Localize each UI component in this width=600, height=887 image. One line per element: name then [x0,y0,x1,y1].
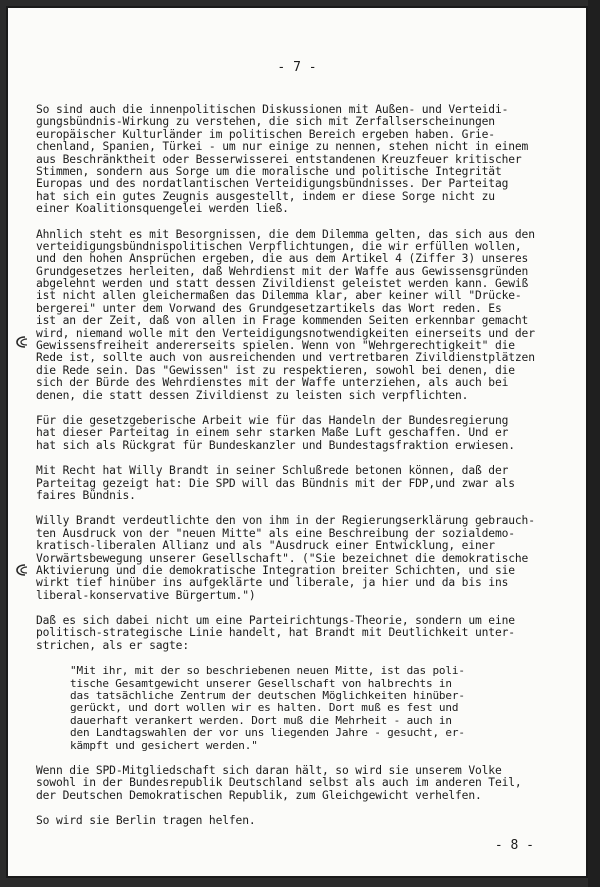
text-line: wird, niemand wolle mit den Verteidigungsnotwendigkeiten einerseits und der [36,327,535,340]
text-line: ten Ausdruck von der "neuen Mitte" als eine Beschreibung der sozialdemo- [36,527,515,540]
paragraph [36,815,564,827]
text-line: faires Bündnis. [36,489,136,502]
text-line: denen, die statt dessen Zivildienst zu leisten sich verpflichten. [36,389,469,402]
text-line: das tatsächliche Zentrum der deutschen Möglichkeiten hinüber- [70,690,465,703]
text-line: gerückt, und dort wollen wir es halten. Dort muß es fest und [70,702,459,715]
text-line: kämpft und gesichert werden." [70,739,258,752]
text-line: politisch-strategische Linie handelt, hat Brandt mit Deutlichkeit unter- [36,627,515,640]
text-line: Stimmen, sondern aus Sorge um die moralische und politische Integrität [36,165,502,178]
text-line: Daß es sich dabei nicht um eine Parteirichtungs-Theorie, sondern um eine [36,615,515,628]
text-line: aus Beschränktheit oder Besserwisserei entstandenen Kreuzfeuer kritischer [36,153,522,166]
text-line: chenland, Spanien, Türkei - um nur einige zu nennen, stehen nicht in einem [36,141,529,154]
paragraph [36,465,564,502]
next-page-indicator: - 8 - [494,838,534,853]
text-line: wirkt tief hinüber ins aufgeklärte und liberale, ja hier und da bis ins [36,577,509,590]
page-number: - 7 - [277,60,317,75]
text-line: sowohl in der Bundesrepublik Deutschland selbst als auch im anderen Teil, [36,777,522,790]
text-line: hat dieser Parteitag in einem sehr starken Maße Luft geschaffen. Und er [36,427,509,440]
text-line: Willy Brandt verdeutlichte den von ihm in der Regierungserklärung gebrauch- [36,515,535,528]
text-line: So sind auch die innenpolitischen Diskussionen mit Außen- und Verteidi- [36,104,509,116]
text-line: Parteitag gezeigt hat: Die SPD will das Bündnis mit der FDP,und zwar als [36,477,515,490]
text-line: gungsbündnis-Wirkung zu verstehen, die sich mit Zerfallserscheinungen [36,116,495,129]
text-line: und den hohen Ansprüchen ergeben, die aus dem Artikel 4 (Ziffer 3) unseres [36,253,529,266]
paragraph [36,515,564,602]
text-line: die Rede sein. Das "Gewissen" ist zu respektieren, sowohl bei denen, die [36,364,515,377]
text-line: den Landtagswahlen der vor uns liegenden Jahre - gesucht, er- [70,727,465,740]
text-line: der Deutschen Demokratischen Republik, zum Gleichgewicht verhelfen. [36,789,482,802]
paragraph [36,765,564,802]
text-line: strichen, als er sagte: [36,639,189,652]
text-line: hat sich als Rückgrat für Bundeskanzler und Bundestagsfraktion erwiesen. [36,439,515,452]
text-line: liberal-konservative Bürgertum.") [36,589,256,602]
margin-mark-icon [14,562,30,578]
text-line: einer Koalitionsquengelei werden ließ. [36,203,289,216]
text-line: ist nicht allen gleichermaßen das Dilemma klar, aber keiner will "Drücke- [36,290,522,303]
text-line: sich der Bürde des Wehrdienstes mit der Waffe unterziehen, als auch bei [36,377,509,390]
text-line: Ähnlich steht es mit Besorgnissen, die dem Dilemma gelten, das sich aus den [36,228,535,241]
margin-mark-icon [14,334,30,350]
text-line: Wenn die SPD-Mitgliedschaft sich daran hält, so wird sie unserem Volke [36,764,502,777]
paragraph [36,415,564,452]
text-line: So wird sie Berlin tragen helfen. [36,815,256,828]
text-line: Vorwärtsbewegung unserer Gesellschaft". ("Sie bezeichnet die demokratische [36,552,529,565]
text-line: dauerhaft verankert werden. Dort muß die Mehrheit - auch in [70,714,452,727]
paragraph [36,229,564,402]
text-line: Für die gesetzgeberische Arbeit wie für das Handeln der Bundesregierung [36,414,509,427]
text-line: hat sich ein gutes Zeugnis ausgestellt, indem er diese Sorge nicht zu [36,190,495,203]
text-line: verteidigungsbündnispolitischen Verpflichtungen, die wir erfüllen wollen, [36,240,522,253]
text-line: "Mit ihr, mit der so beschriebenen neuen Mitte, ist das poli- [70,665,465,678]
text-line: europäischer Kulturländer im politischen Bereich ergeben haben. Grie- [36,128,495,141]
text-line: abgelehnt werden und statt dessen Zivildienst geleistet werden kann. Gewiß [36,278,529,291]
text-line: kratisch-liberalen Allianz und als "Ausdruck einer Entwicklung, einer [36,540,495,553]
text-line: Aktivierung und die demokratische Integration breiter Schichten, und sie [36,564,515,577]
document-page [6,6,588,878]
text-line: Mit Recht hat Willy Brandt in seiner Schlußrede betonen können, daß der [36,465,509,478]
paragraph [36,615,564,652]
block-quote [36,665,564,752]
text-line: Gewissensfreiheit andererseits spielen. Wenn von "Wehrgerechtigkeit" die [36,340,515,353]
text-line: ist an der Zeit, daß von allen in Frage kommenden Seiten erkennbar gemacht [36,315,529,328]
paragraph [36,104,564,216]
text-line: Rede ist, sollte auch von ausreichenden und vertretbaren Zivildienstplätzen [36,352,535,365]
scan-border [588,0,600,887]
body-text [36,104,564,841]
text-line: Europas und des nordatlantischen Verteidigungsbündnisses. Der Parteitag [36,178,509,191]
text-line: bergerei" unter dem Vorwand des Grundgesetzartikels das Wort reden. Es [36,302,502,315]
text-line: tische Gesamtgewicht unserer Gesellschaft von halbrechts in [70,677,452,690]
text-line: Grundgesetzes herleiten, daß Wehrdienst mit der Waffe aus Gewissensgründen [36,265,529,278]
